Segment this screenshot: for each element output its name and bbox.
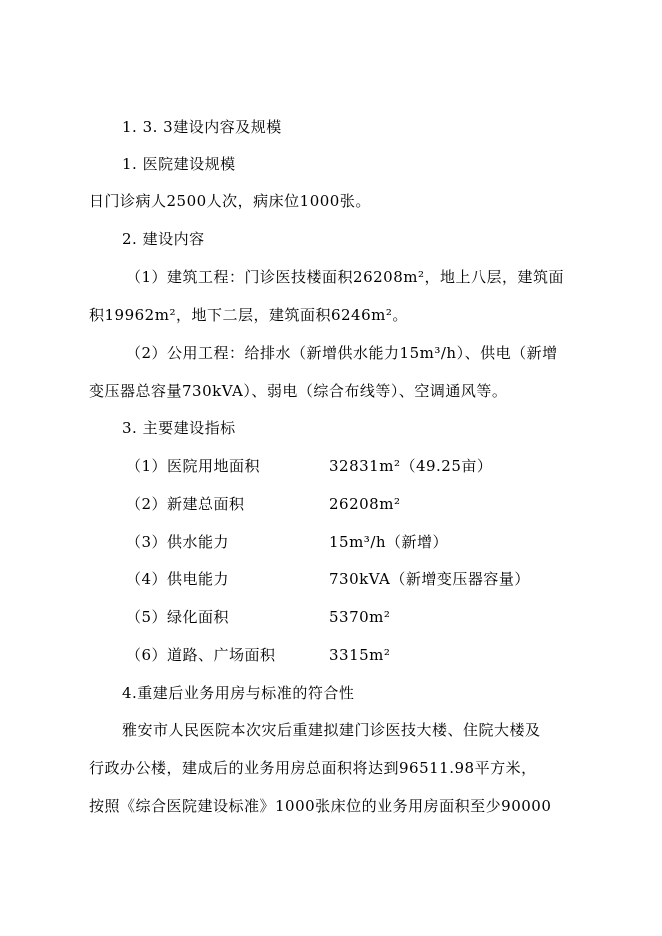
subsection-content-title: 2. 建设内容: [122, 230, 205, 248]
indicator-value: 26208m²: [329, 495, 401, 513]
compliance-para-line-3: 按照《综合医院建设标准》1000张床位的业务用房面积至少90000: [89, 797, 552, 815]
indicator-value: 15m³/h（新增）: [329, 533, 449, 551]
indicator-label: （2）新建总面积: [126, 495, 245, 513]
subsection-indicators-title: 3. 主要建设指标: [122, 419, 236, 437]
subsection-scale-title: 1. 医院建设规模: [122, 155, 236, 173]
indicator-label: （6）道路、广场面积: [126, 646, 276, 664]
content-item-2-line-1: （2）公用工程：给排水（新增供水能力15m³/h）、供电（新增: [126, 344, 558, 362]
section-title: 1. 3. 3建设内容及规模: [122, 118, 282, 136]
subsection-compliance-title: 4.重建后业务用房与标准的符合性: [122, 684, 355, 702]
indicator-value: 5370m²: [329, 608, 391, 626]
indicator-label: （1）医院用地面积: [126, 457, 261, 475]
content-item-2-line-2: 变压器总容量730kVA）、弱电（综合布线等）、空调通风等。: [89, 382, 508, 400]
indicator-label: （3）供水能力: [126, 533, 230, 551]
content-item-1-line-1: （1）建筑工程：门诊医技楼面积26208m²，地上八层，建筑面: [126, 268, 564, 286]
indicator-value: 3315m²: [329, 646, 391, 664]
indicator-value: 32831m²（49.25亩）: [329, 457, 493, 475]
indicator-label: （5）绿化面积: [126, 608, 230, 626]
content-item-1-line-2: 积19962m²，地下二层，建筑面积6246m²。: [89, 306, 408, 324]
compliance-para-line-2: 行政办公楼，建成后的业务用房总面积将达到96511.98平方米，: [89, 759, 537, 777]
indicator-label: （4）供电能力: [126, 570, 230, 588]
scale-text: 日门诊病人2500人次，病床位1000张。: [89, 192, 371, 210]
indicator-value: 730kVA（新增变压器容量）: [329, 570, 530, 588]
compliance-para-line-1: 雅安市人民医院本次灾后重建拟建门诊医技大楼、住院大楼及: [122, 721, 541, 739]
